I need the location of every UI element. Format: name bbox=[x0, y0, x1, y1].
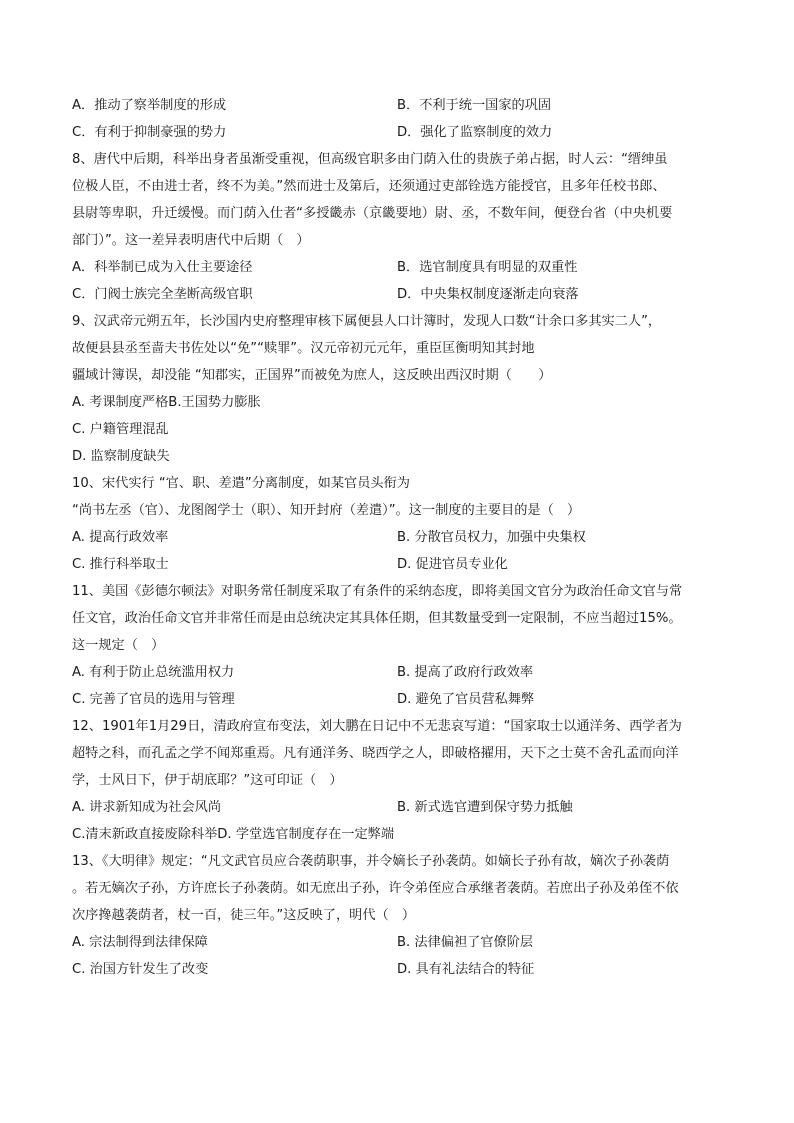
q10-options-row-1 bbox=[72, 524, 724, 551]
q12-options-row-1 bbox=[72, 794, 724, 821]
q9-stem-line-2: 故便县县丞至啬夫书佐处以“免”“赎罪”。汉元帝初元元年，重臣匡衡明知其封地 bbox=[72, 341, 535, 356]
q10-stem-line-2: “尚书左丞（官）、龙图阁学士（职）、知开封府（差遣）”。这一制度的主要目的是（ ） bbox=[72, 503, 581, 518]
q8-options-row-2 bbox=[72, 281, 724, 308]
q11-options-row-2 bbox=[72, 686, 724, 713]
q8-options-row-1 bbox=[72, 254, 724, 281]
q10-stem-line-1: 10、宋代实行 “官、职、差遣”分离制度，如某官员头衔为 bbox=[72, 476, 410, 491]
q8-stem-line-1: 8、唐代中后期，科举出身者虽渐受重视，但高级官职多由门荫入仕的贵族子弟占据，时人云：“缙绅虽 bbox=[72, 152, 668, 167]
q7-option-b[interactable]: B．不利于统一国家的巩固 bbox=[397, 98, 552, 113]
q11-stem-line-3: 这一规定（ ） bbox=[72, 638, 165, 653]
q11-options-row-1 bbox=[72, 659, 724, 686]
q13-option-c[interactable]: C. 治国方针发生了改变 bbox=[72, 962, 209, 977]
q9-option-d[interactable]: D. 监察制度缺失 bbox=[72, 449, 170, 464]
q13-stem-line-2: 。若无嫡次子孙，方许庶长子孙袭荫。如无庶出子孙，许令弟侄应合承继者袭荫。若庶出子孙及弟侄不依 bbox=[72, 881, 679, 896]
q7-option-a[interactable]: A．推动了察举制度的形成 bbox=[72, 98, 227, 113]
q7-options-row-2 bbox=[72, 119, 724, 146]
q13-stem-line-3: 次序搀越袭荫者，杖一百，徒三年。”这反映了，明代（ ） bbox=[72, 908, 416, 923]
q10-option-b[interactable]: B. 分散官员权力，加强中央集权 bbox=[397, 530, 586, 545]
q8-stem-line-3: 县尉等卑职，升迁缓慢。而门荫入仕者“多授畿赤（京畿要地）尉、丞，不数年间，便登台省（中央机要 bbox=[72, 206, 673, 221]
q8-stem-line-2: 位极人臣，不由进士者，终不为美。”然而进士及第后，还须通过吏部铨选方能授官，且多年任校书郎、 bbox=[72, 179, 666, 194]
exam-page bbox=[72, 92, 724, 983]
q13-stem-line-1: 13、《大明律》规定：“凡文武官员应合袭荫职事，并令嫡长子孙袭荫。如嫡长子孙有故，嫡次子孙袭荫 bbox=[72, 854, 670, 869]
q10-option-a[interactable]: A. 提高行政效率 bbox=[72, 530, 169, 545]
q12-option-a[interactable]: A. 讲求新知成为社会风尚 bbox=[72, 800, 222, 815]
q13-option-a[interactable]: A. 宗法制得到法律保障 bbox=[72, 935, 208, 950]
q9-stem-line-1: 9、汉武帝元朔五年，长沙国内史府整理审核下属便县人口计簿时，发现人口数“计余口多其实二人”， bbox=[72, 314, 662, 329]
q12-option-cd[interactable]: C.清末新政直接废除科举D. 学堂选官制度存在一定弊端 bbox=[72, 827, 395, 842]
q11-option-d[interactable]: D. 避免了官员营私舞弊 bbox=[397, 692, 535, 707]
q13-option-d[interactable]: D. 具有礼法结合的特征 bbox=[397, 962, 535, 977]
q12-option-b[interactable]: B. 新式选官遭到保守势力抵触 bbox=[397, 800, 573, 815]
q7-options-row-1 bbox=[72, 92, 724, 119]
q8-option-d[interactable]: D．中央集权制度逐渐走向衰落 bbox=[397, 287, 579, 302]
q13-option-b[interactable]: B. 法律偏袒了官僚阶层 bbox=[397, 935, 534, 950]
q11-stem-line-2: 任文官，政治任命文官并非常任而是由总统决定其具体任期，但其数量受到一定限制，不应当超过15%。 bbox=[72, 611, 682, 626]
q11-option-a[interactable]: A. 有利于防止总统滥用权力 bbox=[72, 665, 235, 680]
q13-options-row-1 bbox=[72, 929, 724, 956]
q9-option-ab[interactable]: A. 考课制度严格B.王国势力膨胀 bbox=[72, 395, 261, 410]
q8-option-a[interactable]: A．科举制已成为入仕主要途径 bbox=[72, 260, 253, 275]
q7-option-c[interactable]: C．有利于抑制豪强的势力 bbox=[72, 125, 227, 140]
q10-option-d[interactable]: D. 促进官员专业化 bbox=[397, 557, 508, 572]
q11-option-b[interactable]: B. 提高了政府行政效率 bbox=[397, 665, 534, 680]
q11-option-c[interactable]: C. 完善了官员的选用与管理 bbox=[72, 692, 235, 707]
q8-option-c[interactable]: C．门阀士族完全垄断高级官职 bbox=[72, 287, 253, 302]
q10-option-c[interactable]: C. 推行科举取士 bbox=[72, 557, 169, 572]
q10-options-row-2 bbox=[72, 551, 724, 578]
q11-stem-line-1: 11、美国《彭德尔顿法》对职务常任制度采取了有条件的采纳态度，即将美国文官分为政治任命文官与常 bbox=[72, 584, 683, 599]
q13-options-row-2 bbox=[72, 956, 724, 983]
q8-stem-line-4: 部门）”。这一差异表明唐代中后期（ ） bbox=[72, 233, 310, 248]
q12-stem-line-1: 12、1901年1月29日，清政府宣布变法，刘大鹏在日记中不无悲哀写道：“国家取士以通洋务、西学者为 bbox=[72, 719, 682, 734]
q12-stem-line-3: 学，士风日下，伊于胡底耶？”这可印证（ ） bbox=[72, 773, 343, 788]
q9-stem-line-3: 疆域计簿误，却没能 “知郡实，正国界”而被免为庶人，这反映出西汉时期（ ） bbox=[72, 368, 552, 383]
q12-stem-line-2: 超特之科，而孔孟之学不闻郑重焉。凡有通洋务、晓西学之人，即破格擢用，天下之士莫不舍孔孟而向洋 bbox=[72, 746, 679, 761]
q7-option-d[interactable]: D．强化了监察制度的效力 bbox=[397, 125, 553, 140]
q8-option-b[interactable]: B．选官制度具有明显的双重性 bbox=[397, 260, 578, 275]
q9-option-c[interactable]: C. 户籍管理混乱 bbox=[72, 422, 169, 437]
